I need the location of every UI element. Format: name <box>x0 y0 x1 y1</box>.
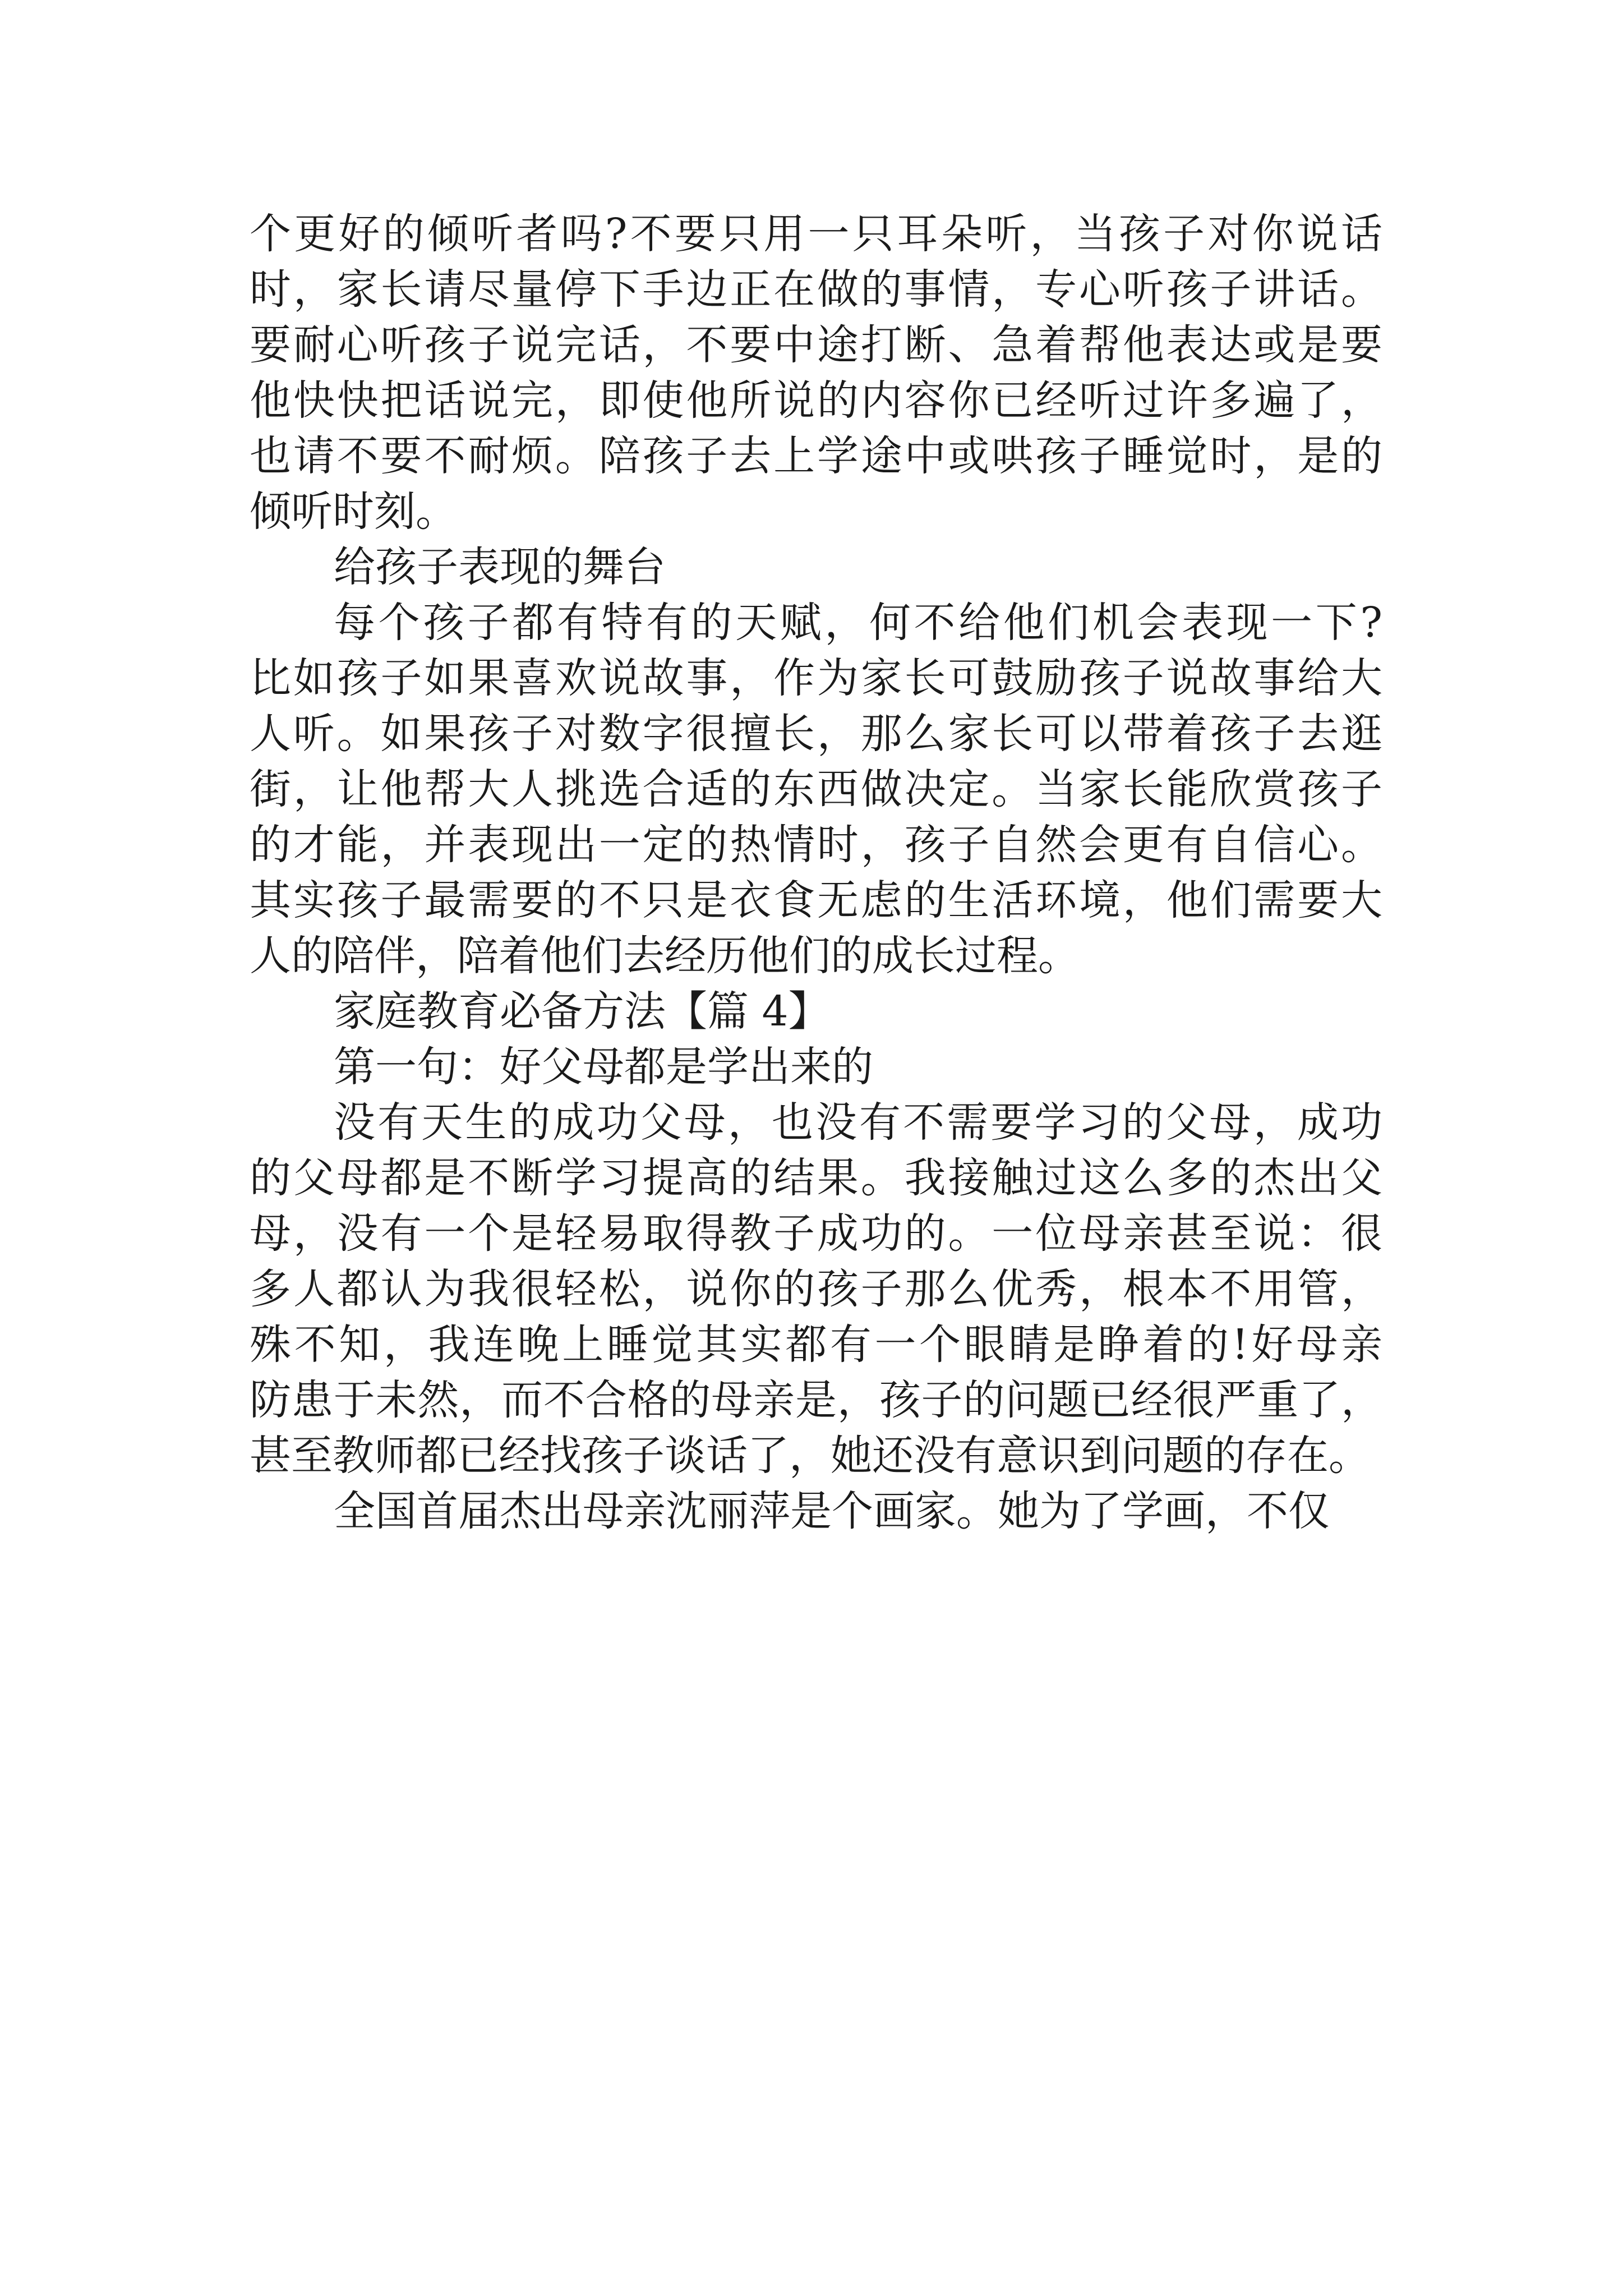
text-line: 殊不知，我连晚上睡觉其实都有一个眼睛是睁着的!好母亲 <box>250 1320 1382 1369</box>
text-line: 母，没有一个是轻易取得教子成功的。一位母亲甚至说：很 <box>250 1209 1382 1258</box>
section-heading: 给孩子表现的舞台 <box>334 543 666 591</box>
paragraph-stage <box>250 595 1382 984</box>
text-line: 全国首届杰出母亲沈丽萍是个画家。她为了学画，不仅 <box>334 1487 1330 1535</box>
text-line: 人听。如果孩子对数字很擅长，那么家长可以带着孩子去逛 <box>250 710 1382 758</box>
text-line: 个更好的倾听者吗?不要只用一只耳朵听，当孩子对你说话 <box>250 210 1382 258</box>
text-line: 时，家长请尽量停下手边正在做的事情，专心听孩子讲话。 <box>250 265 1382 314</box>
chapter-heading: 家庭教育必备方法【篇 4】 <box>334 987 830 1036</box>
text-line: 比如孩子如果喜欢说故事，作为家长可鼓励孩子说故事给大 <box>250 654 1382 702</box>
text-line: 的父母都是不断学习提高的结果。我接触过这么多的杰出父 <box>250 1154 1382 1202</box>
text-line: 每个孩子都有特有的天赋，何不给他们机会表现一下? <box>334 599 1382 647</box>
text-line: 甚至教师都已经找孩子谈话了，她还没有意识到问题的存在。 <box>250 1432 1370 1480</box>
text-line: 人的陪伴，陪着他们去经历他们的成长过程。 <box>250 932 1080 980</box>
text-line: 要耐心听孩子说完话，不要中途打断、急着帮他表达或是要 <box>250 321 1382 369</box>
text-line: 防患于未然，而不合格的母亲是，孩子的问题已经很严重了， <box>250 1376 1382 1424</box>
text-line: 其实孩子最需要的不只是衣食无虑的生活环境，他们需要大 <box>250 876 1382 924</box>
document-body <box>250 206 1382 1539</box>
text-line: 他快快把话说完，即使他所说的内容你已经听过许多遍了， <box>250 376 1382 425</box>
paragraph-parents <box>250 1095 1382 1484</box>
paragraph-shen-liping <box>250 1484 1382 1539</box>
section-heading: 第一句：好父母都是学出来的 <box>334 1043 873 1091</box>
text-line: 街，让他帮大人挑选合适的东西做决定。当家长能欣赏孩子 <box>250 765 1382 813</box>
text-line: 没有天生的成功父母，也没有不需要学习的父母，成功 <box>334 1098 1382 1147</box>
text-line: 的才能，并表现出一定的热情时，孩子自然会更有自信心。 <box>250 821 1382 869</box>
text-line: 倾听时刻。 <box>250 487 457 536</box>
paragraph-listening <box>250 206 1382 540</box>
text-line: 多人都认为我很轻松，说你的孩子那么优秀，根本不用管， <box>250 1265 1382 1313</box>
text-line: 也请不要不耐烦。陪孩子去上学途中或哄孩子睡觉时，是的 <box>250 432 1382 480</box>
